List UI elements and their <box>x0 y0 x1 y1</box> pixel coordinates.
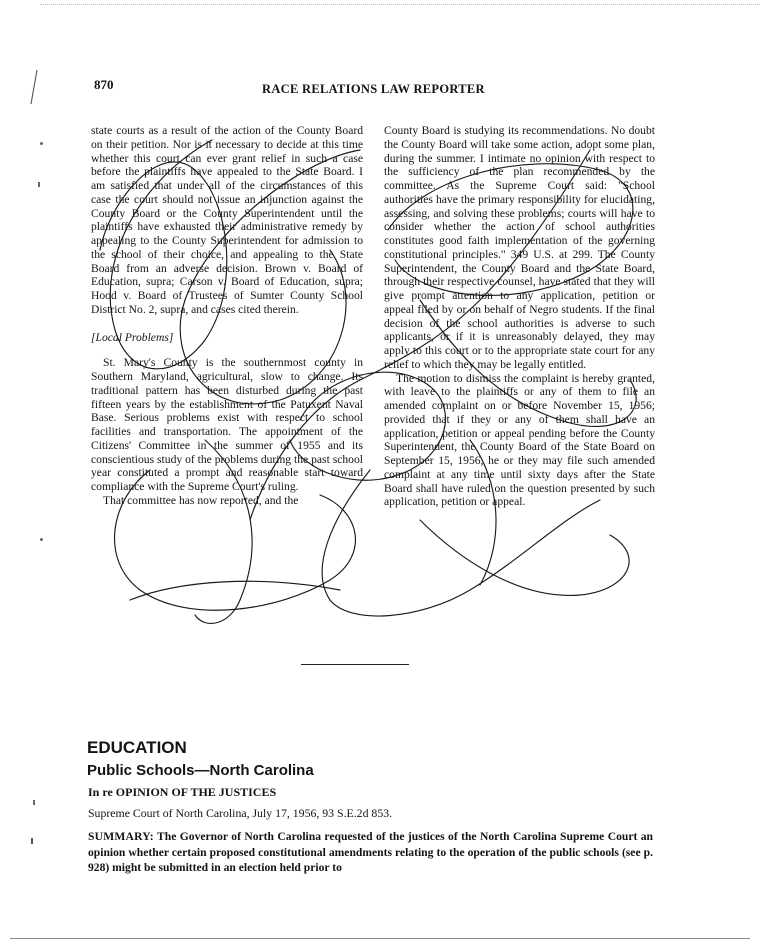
page-number: 870 <box>94 77 114 92</box>
margin-dot-5 <box>31 838 33 844</box>
margin-dot-3 <box>40 538 43 541</box>
left-paragraph-1: state courts as a result of the action of the County Board on their petition. Nor is it necessary to decide at this time whether this court can ever grant relief in such a case before the plaintiffs have appealed to the State Board. I am satisfied that under all of the circumstances of this case the court should not issue an injunction against the County Board or the County Superintendent until the plaintiffs have exhausted their administrative remedy by appealing to the County Superintendent for admission to the school of their choice, and appealing to the State Board from an adverse decision. Brown v. Board of Education, supra; Carson v. Board of Education, supra; Hood v. Board of Trustees of Sumter County School District No. 2, supra, and cases cited therein. <box>91 124 363 316</box>
left-paragraph-2: St. Mary's County is the southernmost county in Southern Maryland, agricultural, slow to change. Its traditional pattern has been disturbed during the past fifteen years by the establishment of the Patuxent Naval Base. Serious problems exist with respect to school facilities and transportation. The appointment of the Citizens' Committee in the summer of 1955 and its conscientious study of the problems during the past school year constituted a prompt and reasonable start toward compliance with the Supreme Court's ruling. <box>91 356 363 493</box>
scan-bottom-edge <box>10 938 750 939</box>
summary-paragraph <box>88 829 653 876</box>
summary-lead: SUMMARY: <box>88 830 154 843</box>
left-paragraph-3: That committee has now reported, and the <box>103 493 299 507</box>
margin-dot-1 <box>40 142 43 145</box>
margin-pencil-stroke <box>28 68 40 108</box>
margin-dot-2 <box>38 182 40 187</box>
margin-dot-4 <box>33 800 35 805</box>
court-citation: Supreme Court of North Carolina, July 17, 1956, 93 S.E.2d 853. <box>88 806 393 820</box>
subsection-title: Public Schools—North Carolina <box>87 762 314 779</box>
local-problems-subheading: [Local Problems] <box>91 330 174 344</box>
section-divider-rule <box>301 664 409 665</box>
left-column <box>91 124 363 508</box>
right-paragraph-1: County Board is studying its recommendations. No doubt the County Board will take some action, adopt some plan, during the summer. I intimate no opinion with respect to the sufficiency of the plan recommended by the committee. As the Supreme Court said: "School authorities have the primary responsibility for elucidating, assessing, and solving these problems; courts will have to consider whether the action of school authorities constitutes good faith implementation of the governing constitutional principles." 349 U.S. at 299. The County Superintendent, the County Board and the State Board, through their respective counsel, have stated that they will give prompt attention to any application, petition or appeal filed by or on behalf of Negro students. If the final decision of the school authorities is adverse to such applicants, or if it is unreasonably delayed, they may apply to this court or to the appropriate state court for any relief to which they may be legally entitled. <box>384 124 655 371</box>
scan-edge-dots <box>40 4 760 5</box>
running-head: RACE RELATIONS LAW REPORTER <box>262 82 485 96</box>
summary-text: The Governor of North Carolina requested of the justices of the North Carolina Supreme Court an opinion whether certain proposed constitutional amendments relating to the operation of the public schools (see p. 928) might be submitted in an election held prior to <box>88 830 653 874</box>
case-name: In re OPINION OF THE JUSTICES <box>88 785 277 799</box>
right-paragraph-2: The motion to dismiss the complaint is hereby granted, with leave to the plaintiffs or any of them to file an amended complaint on or before November 15, 1956; provided that if they or any of them shall have an application, petition or appeal pending before the County Superintendent, the County Board of the State Board on September 15, 1956, he or they may file such amended complaint at any time until sixty days after the State Board shall have ruled on the question presented by such application, petition or appeal. <box>384 371 655 509</box>
right-column <box>384 124 655 509</box>
section-title: EDUCATION <box>87 738 187 757</box>
